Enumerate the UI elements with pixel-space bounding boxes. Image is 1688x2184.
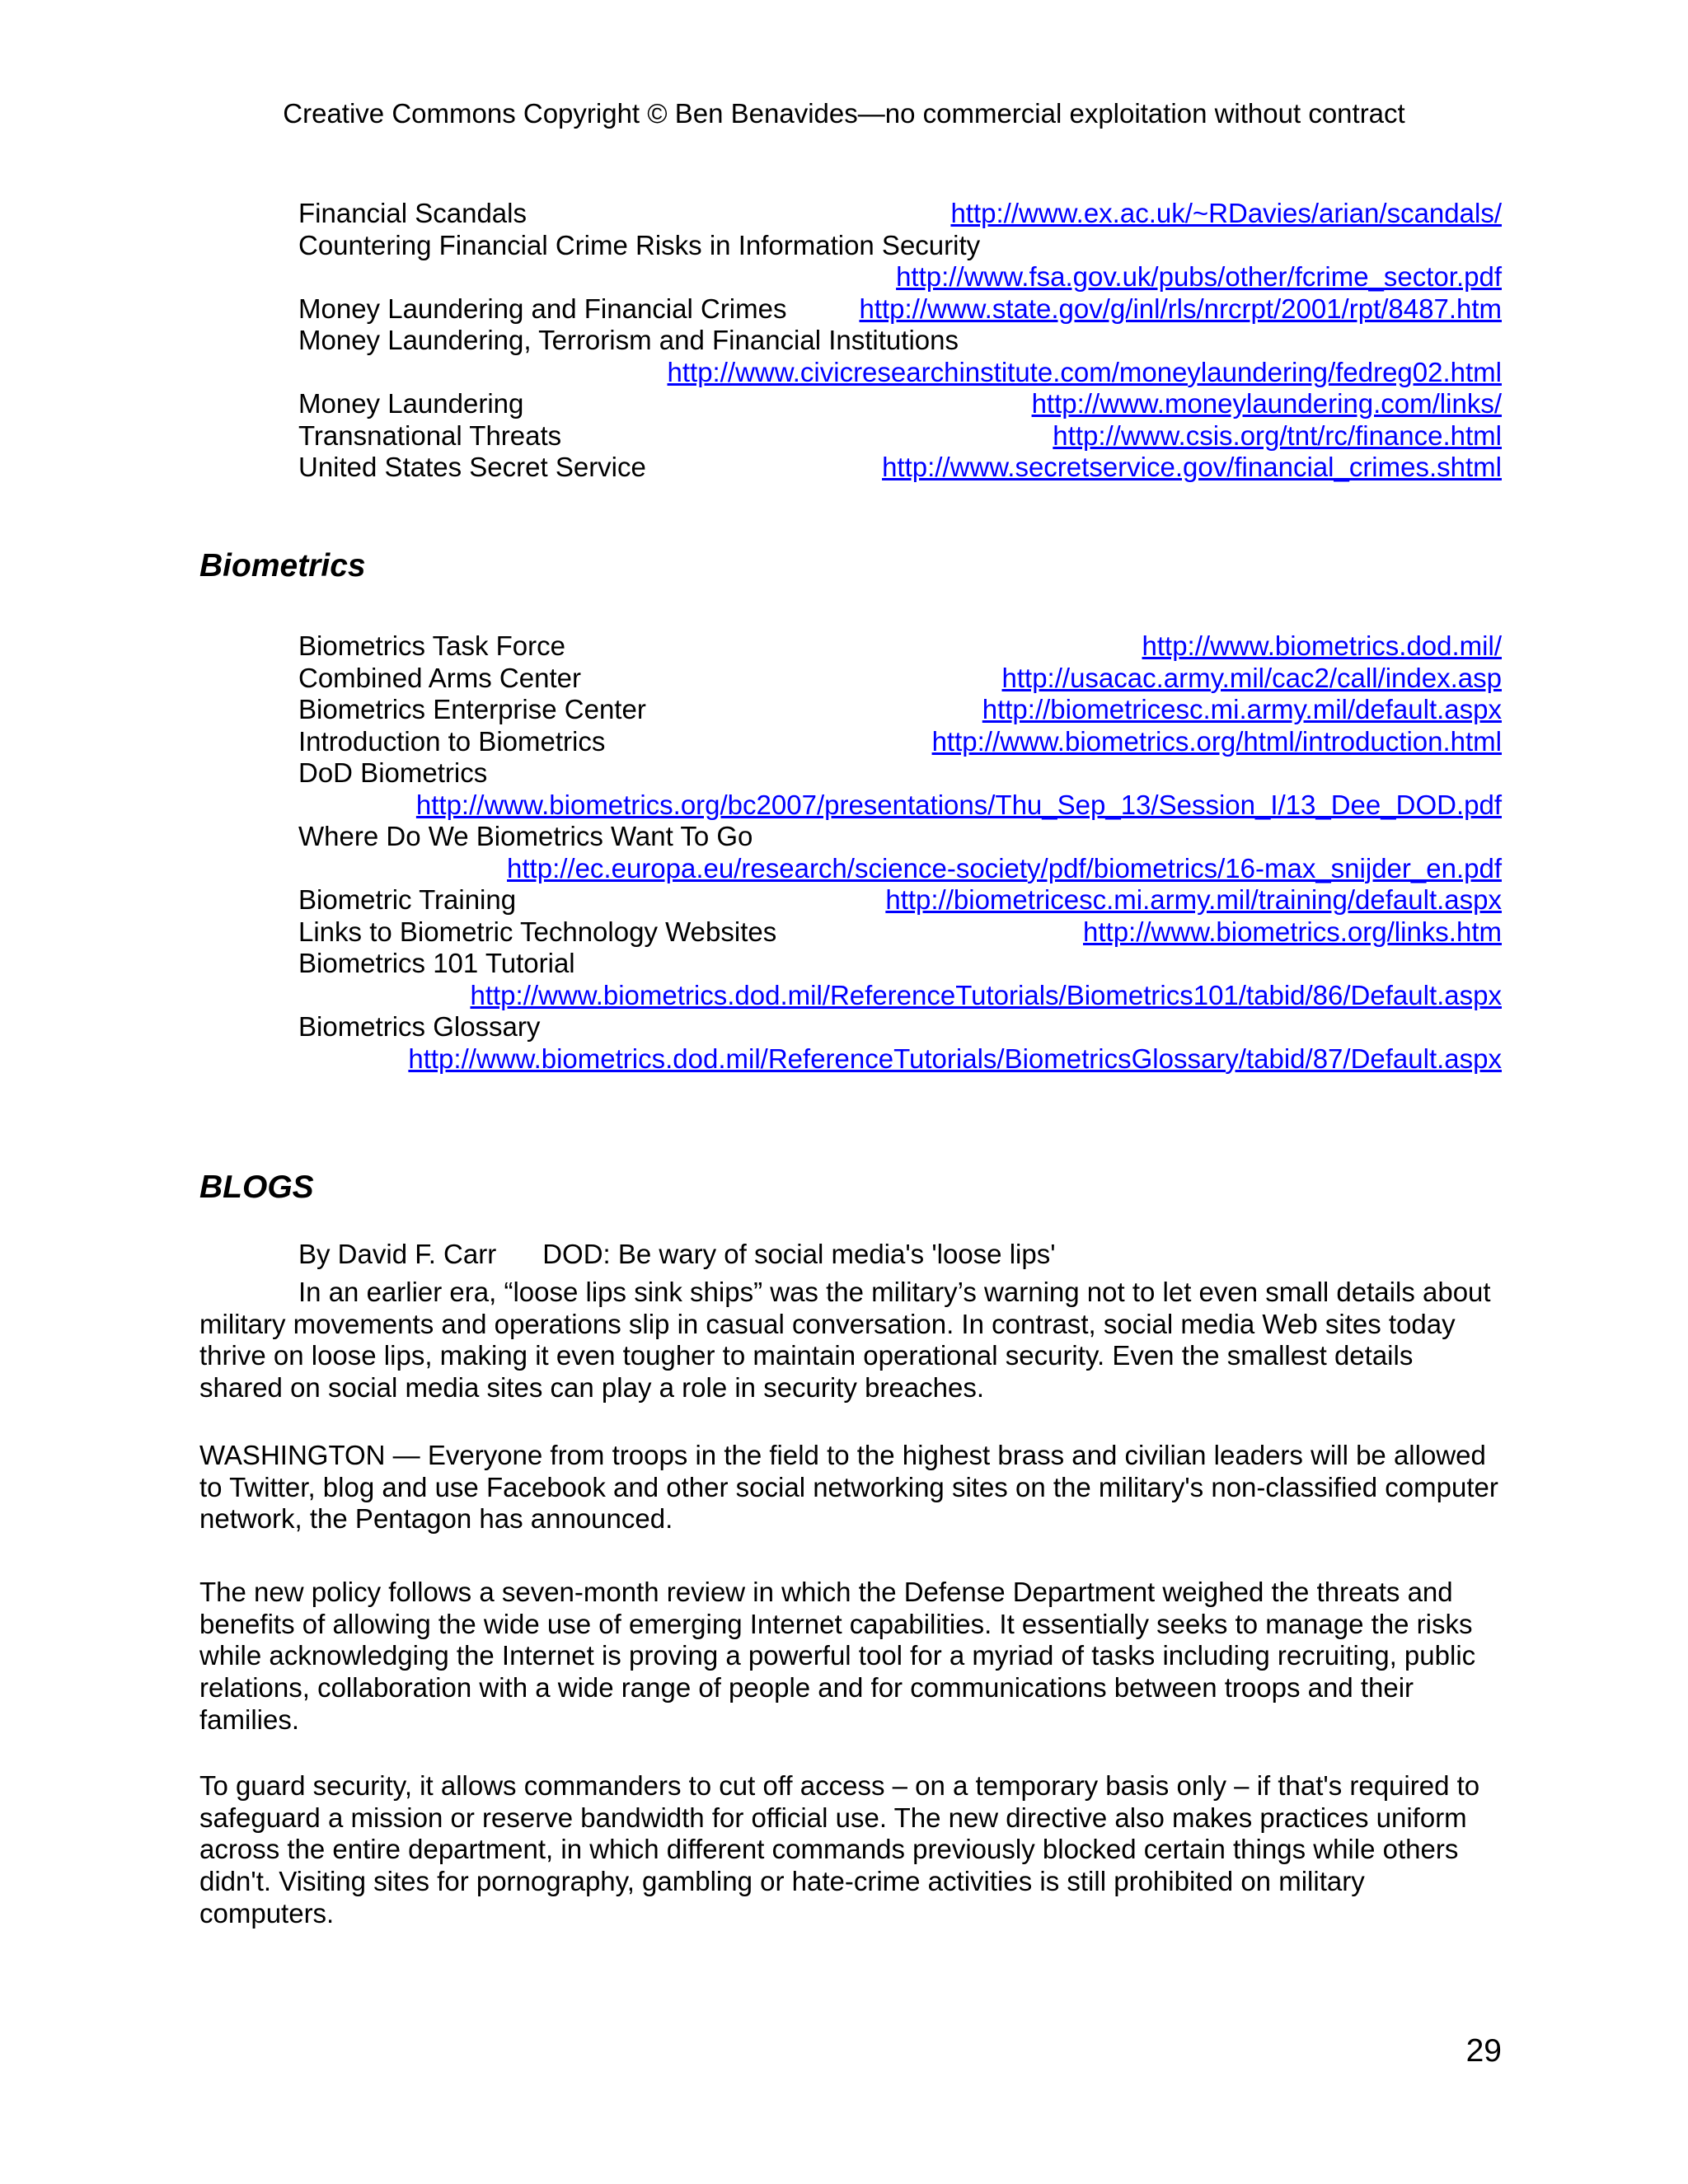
link-label: Money Laundering (298, 388, 524, 419)
link-row (298, 726, 1502, 758)
link-url[interactable]: http://usacac.army.mil/cac2/call/index.asp (1001, 662, 1502, 693)
link-row (298, 884, 1502, 916)
link-label: Countering Financial Crime Risks in Information Security (298, 229, 981, 260)
article-paragraph: WASHINGTON — Everyone from troops in the field to the highest brass and civilian leaders will be allowed to Twitter, blog and use Facebook and other social networking sites on the military's non-classified computer network, the Pentagon has announced. (199, 1440, 1498, 1535)
link-url[interactable]: http://www.state.gov/g/inl/rls/nrcrpt/2001/rpt/8487.htm (859, 293, 1502, 324)
link-url[interactable]: http://www.civicresearchinstitute.com/moneylaundering/fedreg02.html (667, 356, 1502, 387)
link-url[interactable]: http://www.fsa.gov.uk/pubs/other/fcrime_sector.pdf (896, 261, 1502, 292)
link-label: Where Do We Biometrics Want To Go (298, 821, 753, 851)
link-url[interactable]: http://biometricesc.mi.army.mil/default.aspx (982, 694, 1502, 724)
biometrics-heading: Biometrics (199, 548, 366, 583)
copyright-header: Creative Commons Copyright © Ben Benavides—no commercial exploitation without contract (283, 98, 1405, 129)
link-url[interactable]: http://www.biometrics.dod.mil/ReferenceTutorials/Biometrics101/tabid/86/Default.aspx (470, 979, 1502, 1010)
link-label: Financial Scandals (298, 198, 527, 228)
article-paragraph: To guard security, it allows commanders to cut off access – on a temporary basis only – if that's required to safeguard a mission or reserve bandwidth for official use. The new directive also makes practices uniform across the entire department, in which different commands previously blocked certain things while others didn't. Visiting sites for pornography, gambling or hate-crime activities is still prohibited on military computers. (199, 1770, 1480, 1929)
link-url[interactable]: http://www.secretservice.gov/financial_crimes.shtml (882, 452, 1502, 482)
link-row (298, 790, 1502, 822)
link-url[interactable]: http://www.biometrics.org/bc2007/presentations/Thu_Sep_13/Session_I/13_Dee_DOD.pdf (415, 789, 1502, 820)
link-url[interactable]: http://www.biometrics.dod.mil/ReferenceTutorials/BiometricsGlossary/tabid/87/Default.aspx (408, 1043, 1502, 1074)
link-row (298, 357, 1502, 389)
link-label: United States Secret Service (298, 452, 646, 482)
link-label: Biometrics Enterprise Center (298, 694, 646, 724)
link-row (298, 821, 1502, 853)
link-url[interactable]: http://www.ex.ac.uk/~RDavies/arian/scandals/ (950, 198, 1502, 228)
link-label: Biometric Training (298, 884, 517, 915)
link-row (298, 325, 1502, 357)
link-url[interactable]: http://www.biometrics.dod.mil/ (1142, 630, 1502, 661)
link-url[interactable]: http://www.csis.org/tnt/rc/finance.html (1053, 419, 1502, 451)
link-row (298, 261, 1502, 293)
link-label: Biometrics 101 Tutorial (298, 948, 575, 978)
link-label: Combined Arms Center (298, 662, 581, 693)
link-row (298, 663, 1502, 695)
link-row (298, 948, 1502, 980)
link-row (298, 853, 1502, 885)
link-url[interactable]: http://ec.europa.eu/research/science-society/pdf/biometrics/16-max_snijder_en.pdf (507, 852, 1502, 883)
article-title: DOD: Be wary of social media's 'loose lips' (542, 1239, 1056, 1269)
link-label: Money Laundering and Financial Crimes (298, 293, 787, 324)
article-paragraph: The new policy follows a seven-month review in which the Defense Department weighed the threats and benefits of allowing the wide use of emerging Internet capabilities. It essentially seeks to manage the risks while acknowledging the Internet is proving a powerful tool for a myriad of tasks including recruiting, public relations, collaboration with a wide range of people and for communications between troops and their families. (199, 1577, 1476, 1735)
link-url[interactable]: http://www.biometrics.org/links.htm (1083, 916, 1502, 947)
link-row (298, 1011, 1502, 1043)
link-url[interactable]: http://www.biometrics.org/html/introduction.html (931, 725, 1502, 757)
link-row (298, 198, 1502, 230)
link-row (298, 293, 1502, 326)
blogs-heading: BLOGS (199, 1169, 314, 1205)
link-label: Introduction to Biometrics (298, 725, 606, 757)
link-row (298, 230, 1502, 262)
link-row (298, 1043, 1502, 1076)
link-url[interactable]: http://www.moneylaundering.com/links/ (1031, 388, 1502, 419)
link-label: Links to Biometric Technology Websites (298, 916, 777, 947)
link-label: Money Laundering, Terrorism and Financial Institutions (298, 325, 959, 355)
link-row (298, 916, 1502, 949)
link-row (298, 420, 1502, 452)
page-number: 29 (1465, 2033, 1502, 2069)
link-label: Biometrics Glossary (298, 1011, 541, 1042)
link-row (298, 694, 1502, 726)
link-label: Transnational Threats (298, 419, 562, 451)
link-row (298, 757, 1502, 790)
financial-links-list (298, 198, 1502, 484)
biometrics-links-list (298, 630, 1502, 1075)
link-row (298, 630, 1502, 663)
link-row (298, 388, 1502, 420)
link-label: Biometrics Task Force (298, 630, 565, 661)
link-label: DoD Biometrics (298, 757, 488, 788)
article-byline (298, 1238, 1056, 1270)
link-url[interactable]: http://biometricesc.mi.army.mil/training/default.aspx (885, 884, 1502, 915)
link-row (298, 452, 1502, 484)
link-row (298, 980, 1502, 1012)
article-author: By David F. Carr (298, 1239, 497, 1269)
article-paragraph: In an earlier era, “loose lips sink ships” was the military’s warning not to let even small details about military movements and operations slip in casual conversation. In contrast, social media Web sites today thrive on loose lips, making it even tougher to maintain operational security. Even the smallest details shared on social media sites can play a role in security breaches. (199, 1277, 1491, 1404)
